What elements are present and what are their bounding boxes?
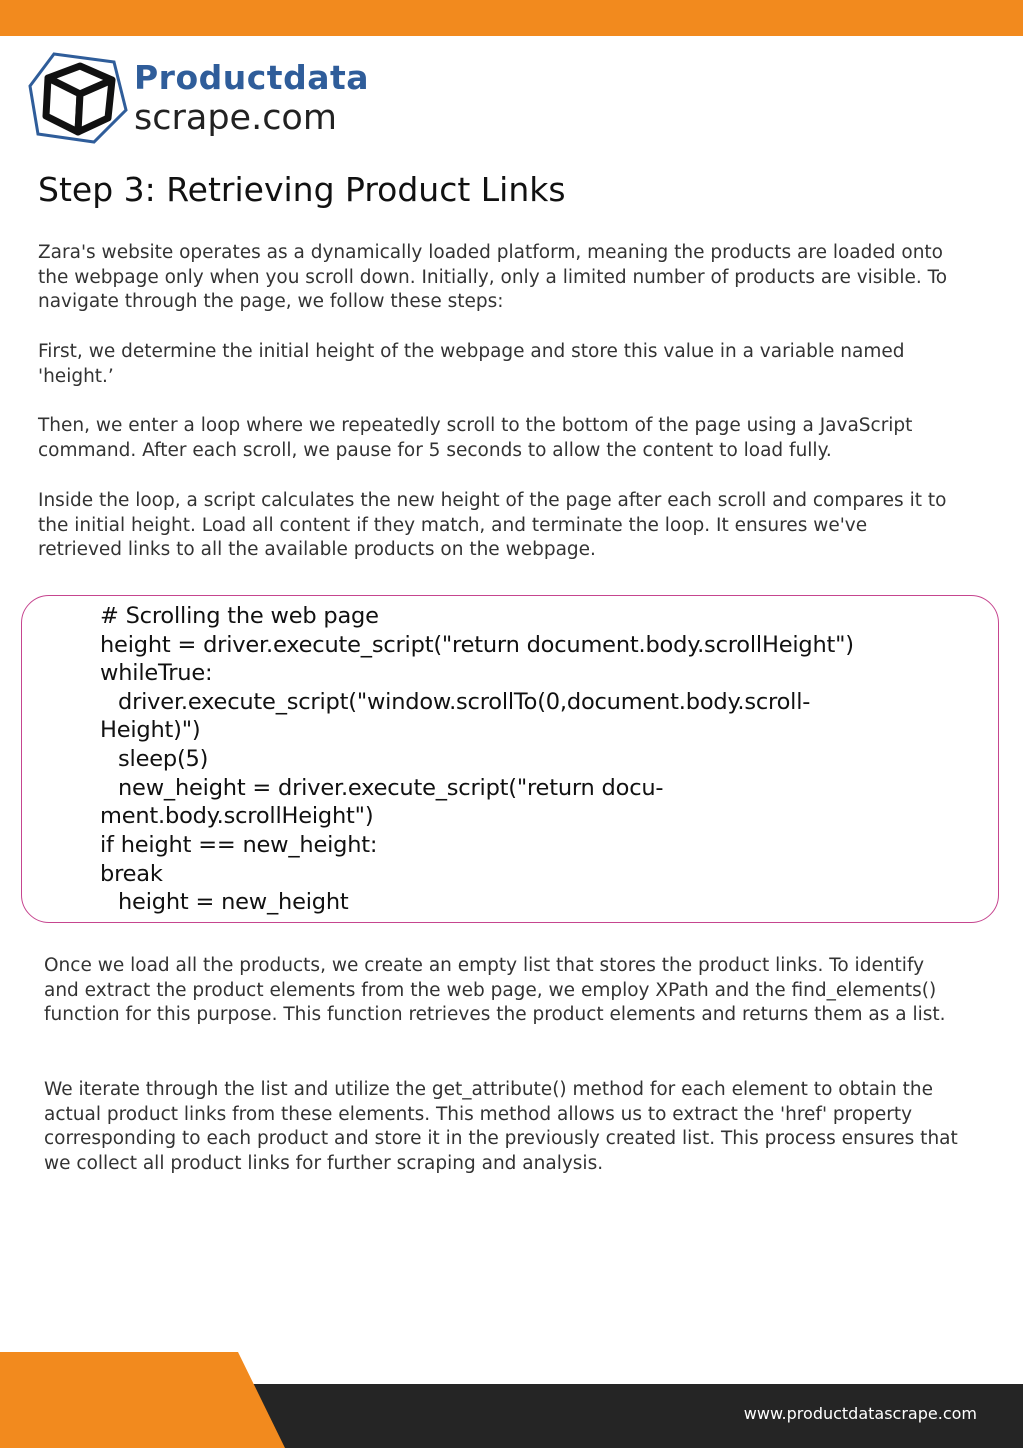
outro-paragraph: We iterate through the list and utilize the get_attribute() method for each element to obtain the actual product links from these elements. This method allows us to extract the 'href' property corresponding to each product and store it in the previously created list. This process ensures that we collect all product links for further scraping and analysis. <box>44 1079 958 1175</box>
code-line: break <box>100 861 163 887</box>
code-line: Height)") <box>100 717 201 743</box>
code-line: height = driver.execute_script("return document.body.scrollHeight") <box>100 632 854 658</box>
footer-graphic <box>0 1352 1023 1448</box>
logo-text-line2: scrape.com <box>134 98 337 138</box>
code-line: whileTrue: <box>100 660 213 686</box>
code-line: if height == new_height: <box>100 832 378 858</box>
outro-paragraph: Once we load all the products, we create an empty list that stores the product links. To identify and extract the product elements from the web page, we employ XPath and the find_elements() function for this purpose. This function retrieves the product elements and returns them as a list. <box>44 955 946 1026</box>
cube-logo-icon <box>28 48 130 146</box>
top-accent-bar <box>0 0 1023 36</box>
brand-logo <box>28 48 388 148</box>
intro-paragraph: Zara's website operates as a dynamically loaded platform, meaning the products are loaded onto the webpage only when you scroll down. Initially, only a limited number of products are visible. To navigate through the page, we follow these steps: <box>38 242 948 313</box>
intro-paragraph: Then, we enter a loop where we repeatedly scroll to the bottom of the page using a JavaScript command. After each scroll, we pause for 5 seconds to allow the content to load fully. <box>38 415 913 461</box>
footer-bar <box>0 1352 1023 1448</box>
page-title: Step 3: Retrieving Product Links <box>38 170 566 209</box>
footer-website-link[interactable]: www.productdatascrape.com <box>743 1404 977 1423</box>
code-line: # Scrolling the web page <box>100 603 379 629</box>
intro-paragraph: First, we determine the initial height of the webpage and store this value in a variable named 'height.’ <box>38 341 905 387</box>
code-line: new_height = driver.execute_script("return docu- <box>118 775 664 801</box>
code-line: sleep(5) <box>118 746 209 772</box>
code-line: driver.execute_script("window.scrollTo(0,document.body.scroll- <box>118 689 811 715</box>
intro-paragraph: Inside the loop, a script calculates the new height of the page after each scroll and compares it to the initial height. Load all content if they match, and terminate the loop. It ensures we've retrieved links to all the available products on the webpage. <box>38 490 947 561</box>
code-line: height = new_height <box>118 889 349 915</box>
code-line: ment.body.scrollHeight") <box>100 803 374 829</box>
logo-text-line1: Productdata <box>134 58 370 97</box>
